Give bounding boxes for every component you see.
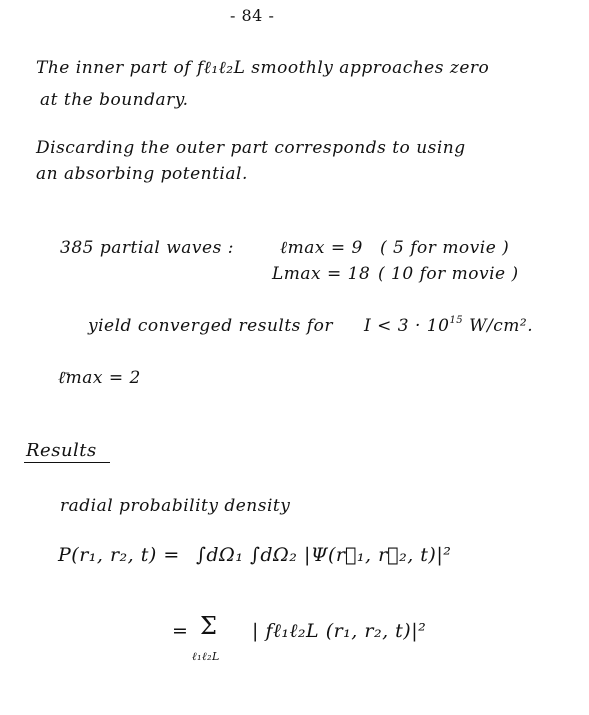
- para1-line2: at the boundary.: [40, 90, 189, 110]
- results-underline: [24, 462, 110, 463]
- eq2-equals: =: [172, 620, 189, 642]
- partial-waves-label: 385 partial waves :: [60, 238, 234, 258]
- para2-line2: an absorbing potential.: [36, 164, 248, 184]
- lbar-max: ℓ̄max = 2: [58, 368, 141, 388]
- radial-label: radial probability density: [60, 496, 291, 516]
- page-number: - 84 -: [230, 6, 275, 25]
- Lmax-movie-note: ( 10 for movie ): [378, 264, 519, 284]
- eq1-rhs: ∫dΩ₁ ∫dΩ₂ |Ψ(r⃗₁, r⃗₂, t)|²: [196, 544, 452, 566]
- yield-condition: [364, 316, 533, 336]
- para1-line1: The inner part of fℓ₁ℓ₂L smoothly approaches zero: [36, 58, 490, 78]
- para2-line1: Discarding the outer part corresponds to using: [36, 138, 466, 158]
- section-title-results: Results: [26, 440, 97, 461]
- yield-text: yield converged results for: [88, 316, 333, 336]
- eq1-lhs: P(r₁, r₂, t) =: [58, 544, 180, 566]
- eq2-term: | fℓ₁ℓ₂L (r₁, r₂, t)|²: [252, 620, 427, 642]
- condition-exponent: 15: [449, 315, 464, 326]
- sum-index: ℓ₁ℓ₂L: [192, 650, 220, 663]
- condition-base: I < 3 · 10: [364, 316, 450, 336]
- Lmax-value: Lmax = 18: [272, 264, 371, 284]
- condition-unit: W/cm².: [469, 316, 534, 336]
- lmax-movie-note: ( 5 for movie ): [380, 238, 510, 258]
- sum-symbol: Σ: [200, 612, 218, 640]
- lmax-value: ℓmax = 9: [280, 238, 363, 258]
